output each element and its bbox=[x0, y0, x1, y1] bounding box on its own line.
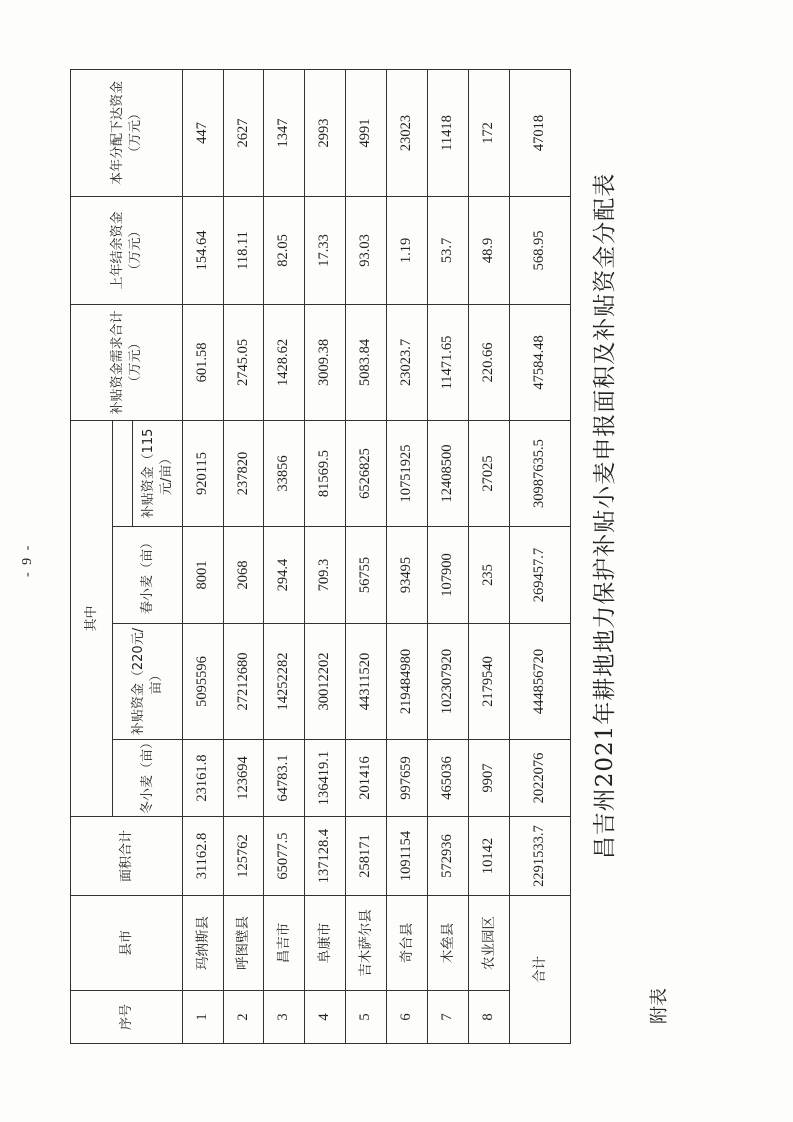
table-row bbox=[183, 69, 224, 1043]
cell-county: 玛纳斯县 bbox=[183, 896, 224, 991]
cell-winter-wheat: 9907 bbox=[469, 740, 510, 817]
cell-allocated: 47018 bbox=[510, 69, 571, 196]
cell-last-year-balance: 118.11 bbox=[224, 196, 264, 304]
table-row-total bbox=[510, 69, 571, 1043]
cell-winter-wheat: 23161.8 bbox=[183, 740, 224, 817]
cell-last-year-balance: 1.19 bbox=[387, 196, 428, 304]
cell-seq: 8 bbox=[469, 991, 510, 1044]
cell-county: 阜康市 bbox=[305, 896, 346, 991]
cell-winter-subsidy: 2179540 bbox=[469, 624, 510, 740]
cell-spring-wheat: 2068 bbox=[224, 527, 264, 624]
cell-spring-subsidy: 27025 bbox=[469, 420, 510, 526]
table-row bbox=[387, 69, 428, 1043]
cell-allocated: 4991 bbox=[346, 69, 387, 196]
cell-spring-subsidy: 33856 bbox=[264, 420, 305, 526]
cell-area-total: 137128.4 bbox=[305, 817, 346, 896]
cell-spring-wheat: 709.3 bbox=[305, 527, 346, 624]
document-title: 昌吉州2021年耕地地力保护补贴小麦申报面积及补贴资金分配表 bbox=[592, 172, 618, 860]
header-allocated: 本年分配下达资金（万元） bbox=[71, 69, 183, 196]
cell-winter-subsidy: 27212680 bbox=[224, 624, 264, 740]
cell-area-total: 2291533.7 bbox=[510, 817, 571, 896]
cell-winter-subsidy: 444856720 bbox=[510, 624, 571, 740]
cell-last-year-balance: 154.64 bbox=[183, 196, 224, 304]
cell-demand-total: 23023.7 bbox=[387, 304, 428, 420]
cell-demand-total: 220.66 bbox=[469, 304, 510, 420]
header-county: 县市 bbox=[71, 896, 183, 991]
cell-spring-subsidy: 12408500 bbox=[428, 420, 469, 526]
cell-demand-total: 1428.62 bbox=[264, 304, 305, 420]
cell-demand-total: 5083.84 bbox=[346, 304, 387, 420]
cell-area-total: 125762 bbox=[224, 817, 264, 896]
header-winter-subsidy: 补贴资金（220元/亩） bbox=[113, 624, 183, 740]
cell-allocated: 172 bbox=[469, 69, 510, 196]
cell-winter-wheat: 201416 bbox=[346, 740, 387, 817]
cell-allocated: 23023 bbox=[387, 69, 428, 196]
cell-seq: 5 bbox=[346, 991, 387, 1044]
cell-allocated: 1347 bbox=[264, 69, 305, 196]
cell-seq: 2 bbox=[224, 991, 264, 1044]
header-spring-wheat: 春小麦（亩） bbox=[113, 527, 183, 624]
cell-last-year-balance: 17.33 bbox=[305, 196, 346, 304]
cell-seq: 4 bbox=[305, 991, 346, 1044]
subsidy-table bbox=[70, 69, 571, 1044]
cell-winter-subsidy: 219484980 bbox=[387, 624, 428, 740]
cell-winter-subsidy: 44311520 bbox=[346, 624, 387, 740]
cell-area-total: 572936 bbox=[428, 817, 469, 896]
cell-allocated: 447 bbox=[183, 69, 224, 196]
cell-winter-subsidy: 30012202 bbox=[305, 624, 346, 740]
cell-spring-wheat: 8001 bbox=[183, 527, 224, 624]
header-winter-wheat: 冬小麦（亩） bbox=[113, 740, 183, 817]
cell-area-total: 31162.8 bbox=[183, 817, 224, 896]
cell-spring-wheat: 56755 bbox=[346, 527, 387, 624]
cell-last-year-balance: 82.05 bbox=[264, 196, 305, 304]
cell-spring-subsidy: 920115 bbox=[183, 420, 224, 526]
cell-spring-wheat: 107900 bbox=[428, 527, 469, 624]
cell-seq: 1 bbox=[183, 991, 224, 1044]
cell-winter-wheat: 997659 bbox=[387, 740, 428, 817]
cell-winter-subsidy: 5095596 bbox=[183, 624, 224, 740]
cell-spring-wheat: 93495 bbox=[387, 527, 428, 624]
cell-spring-subsidy: 237820 bbox=[224, 420, 264, 526]
page-number: - 9 - bbox=[20, 543, 35, 577]
cell-winter-wheat: 2022076 bbox=[510, 740, 571, 817]
cell-last-year-balance: 93.03 bbox=[346, 196, 387, 304]
cell-area-total: 10142 bbox=[469, 817, 510, 896]
cell-winter-wheat: 136419.1 bbox=[305, 740, 346, 817]
header-spring-subsidy-spacer bbox=[113, 420, 133, 526]
cell-seq: 3 bbox=[264, 991, 305, 1044]
cell-winter-subsidy: 14252282 bbox=[264, 624, 305, 740]
table-row bbox=[469, 69, 510, 1043]
cell-winter-wheat: 64783.1 bbox=[264, 740, 305, 817]
cell-demand-total: 601.58 bbox=[183, 304, 224, 420]
cell-total-label: 合计 bbox=[510, 896, 571, 1044]
cell-spring-wheat: 269457.7 bbox=[510, 527, 571, 624]
header-last-year-balance: 上年结余资金（万元） bbox=[71, 196, 183, 304]
cell-spring-wheat: 235 bbox=[469, 527, 510, 624]
cell-county: 呼图壁县 bbox=[224, 896, 264, 991]
cell-seq: 7 bbox=[428, 991, 469, 1044]
table-row bbox=[305, 69, 346, 1043]
cell-spring-wheat: 294.4 bbox=[264, 527, 305, 624]
header-spring-subsidy: 补贴资金（115元/亩） bbox=[133, 420, 183, 526]
cell-demand-total: 47584.48 bbox=[510, 304, 571, 420]
header-seq: 序号 bbox=[71, 991, 183, 1044]
cell-county: 木垒县 bbox=[428, 896, 469, 991]
cell-area-total: 65077.5 bbox=[264, 817, 305, 896]
cell-spring-subsidy: 6526825 bbox=[346, 420, 387, 526]
header-demand-total: 补贴资金需求合计（万元） bbox=[71, 304, 183, 420]
cell-spring-subsidy: 10751925 bbox=[387, 420, 428, 526]
cell-last-year-balance: 53.7 bbox=[428, 196, 469, 304]
cell-county: 奇台县 bbox=[387, 896, 428, 991]
cell-area-total: 1091154 bbox=[387, 817, 428, 896]
cell-winter-subsidy: 102307920 bbox=[428, 624, 469, 740]
table-row bbox=[346, 69, 387, 1043]
cell-allocated: 2627 bbox=[224, 69, 264, 196]
cell-area-total: 258171 bbox=[346, 817, 387, 896]
cell-county: 吉木萨尔县 bbox=[346, 896, 387, 991]
table-row bbox=[224, 69, 264, 1043]
cell-demand-total: 2745.05 bbox=[224, 304, 264, 420]
appendix-label: 附表 bbox=[649, 988, 670, 1024]
header-qizhong: 其中 bbox=[71, 420, 113, 816]
cell-seq: 6 bbox=[387, 991, 428, 1044]
cell-demand-total: 11471.65 bbox=[428, 304, 469, 420]
cell-allocated: 2993 bbox=[305, 69, 346, 196]
cell-demand-total: 3009.38 bbox=[305, 304, 346, 420]
table-row bbox=[428, 69, 469, 1043]
cell-last-year-balance: 48.9 bbox=[469, 196, 510, 304]
cell-spring-subsidy: 30987635.5 bbox=[510, 420, 571, 526]
cell-winter-wheat: 123694 bbox=[224, 740, 264, 817]
cell-spring-subsidy: 81569.5 bbox=[305, 420, 346, 526]
cell-county: 昌吉市 bbox=[264, 896, 305, 991]
cell-county: 农业园区 bbox=[469, 896, 510, 991]
cell-last-year-balance: 568.95 bbox=[510, 196, 571, 304]
table-row bbox=[264, 69, 305, 1043]
header-area-total: 面积合计 bbox=[71, 817, 183, 896]
cell-winter-wheat: 465036 bbox=[428, 740, 469, 817]
cell-allocated: 11418 bbox=[428, 69, 469, 196]
